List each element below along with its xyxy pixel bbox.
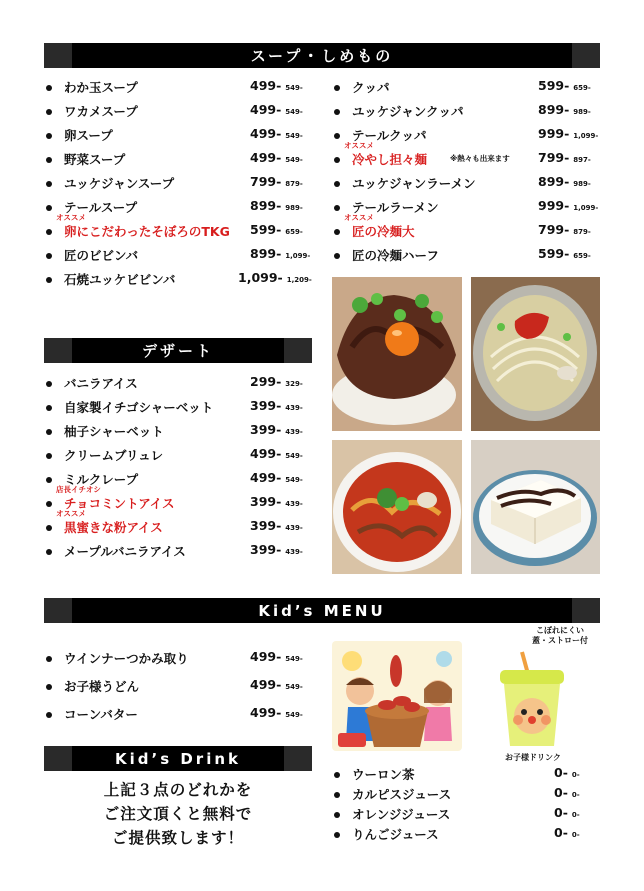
bullet-icon [46, 429, 52, 435]
price-value: 599- [538, 78, 570, 93]
menu-item [332, 213, 602, 248]
menu-item [44, 448, 314, 472]
menu-item-price [250, 222, 303, 237]
menu-item-price [538, 78, 591, 93]
price-value: 0- [554, 765, 568, 780]
bullet-icon [46, 109, 52, 115]
menu-item-name: ユッケジャンクッパ [352, 104, 464, 119]
price-value: 499- [250, 150, 282, 165]
tax-included-price: 549- [285, 683, 303, 691]
bullet-icon [334, 181, 340, 187]
price-value: 0- [554, 785, 568, 800]
menu-item [44, 152, 314, 176]
menu-item-name: 石焼ユッケビビンバ [64, 272, 176, 287]
price-value: 499- [250, 677, 282, 692]
bullet-icon [334, 772, 340, 778]
bullet-icon [334, 792, 340, 798]
recommend-label: オススメ [344, 213, 374, 222]
tax-included-price: 897- [573, 156, 591, 164]
menu-item-price [554, 785, 580, 800]
tax-included-price: 549- [285, 108, 303, 116]
menu-item-price [538, 174, 591, 189]
menu-item-name: テールクッパ [352, 128, 427, 143]
menu-item [44, 213, 314, 248]
menu-item-price [250, 246, 310, 261]
bullet-icon [46, 381, 52, 387]
tax-included-price: 1,099- [573, 132, 599, 140]
menu-item-name: テールラーメン [352, 200, 439, 215]
menu-item [44, 104, 314, 128]
price-value: 799- [538, 150, 570, 165]
dessert-menu-list [44, 376, 314, 568]
menu-item-price [250, 150, 303, 165]
soup-menu-list-left [44, 80, 314, 296]
dessert-section-header [44, 338, 312, 363]
sausage-grab-illustration [332, 641, 462, 751]
price-value: 399- [250, 542, 282, 557]
tax-included-price: 0- [571, 791, 580, 799]
price-value: 499- [250, 649, 282, 664]
menu-item-name: ミルクレープ [64, 472, 139, 487]
menu-item-price [250, 494, 303, 509]
tax-included-price: 549- [285, 711, 303, 719]
tax-included-price: 549- [285, 84, 303, 92]
price-value: 899- [250, 246, 282, 261]
price-value: 499- [250, 470, 282, 485]
menu-item-price [250, 102, 303, 117]
tax-included-price: 1,209- [286, 276, 312, 284]
bullet-icon [46, 253, 52, 259]
menu-item-name: 自家製イチゴシャーベット [64, 400, 214, 415]
kids-message-line-3: ご提供致します！ [111, 829, 244, 847]
price-value: 999- [538, 126, 570, 141]
recommend-label: オススメ [56, 509, 86, 518]
bullet-icon [46, 453, 52, 459]
menu-item-name: ユッケジャンラーメン [352, 176, 476, 191]
menu-item [332, 248, 602, 272]
cup-note-line-1: こぼれにくい [536, 626, 584, 635]
menu-item-note: ※熱々も出来ます [450, 154, 510, 163]
bullet-icon [46, 157, 52, 163]
price-value: 499- [250, 78, 282, 93]
menu-item [332, 767, 602, 787]
price-value: 599- [250, 222, 282, 237]
bullet-icon [334, 85, 340, 91]
menu-item-name: ワカメスープ [64, 104, 138, 119]
price-value: 399- [250, 398, 282, 413]
menu-item-price [554, 825, 580, 840]
menu-item-price [250, 518, 303, 533]
menu-item [44, 128, 314, 152]
kids-message-line-2: ご注文頂くと無料で [103, 805, 253, 823]
tax-included-price: 439- [285, 548, 303, 556]
bullet-icon [46, 277, 52, 283]
cup-note-line-2: 蓋・ストロー付 [532, 636, 588, 645]
bullet-icon [46, 133, 52, 139]
bullet-icon [46, 712, 52, 718]
menu-item-name: チョコミントアイス [64, 496, 175, 511]
menu-item-name: 黒蜜きな粉アイス [64, 520, 163, 535]
kids-drink-section-header [44, 746, 312, 771]
menu-item-price [554, 805, 580, 820]
bullet-icon [46, 549, 52, 555]
menu-item-price [250, 470, 303, 485]
bullet-icon [46, 205, 52, 211]
recommend-label: オススメ [56, 213, 86, 222]
bullet-icon [46, 85, 52, 91]
menu-item-price [250, 446, 303, 461]
menu-item [44, 376, 314, 400]
bullet-icon [46, 405, 52, 411]
menu-item [44, 424, 314, 448]
kids-message-line-1: 上記３点のどれかを [103, 781, 253, 799]
tax-included-price: 549- [285, 156, 303, 164]
tax-included-price: 439- [285, 500, 303, 508]
tax-included-price: 0- [571, 771, 580, 779]
kids-cup-photo [482, 650, 582, 750]
menu-item-name: 卵にこだわったそぼろのTKG [64, 224, 230, 239]
menu-item-name: わか玉スープ [64, 80, 138, 95]
bullet-icon [334, 157, 340, 163]
menu-item [44, 80, 314, 104]
soup-section-title: スープ・しめもの [250, 47, 394, 65]
kids-menu-list [44, 651, 314, 735]
tax-included-price: 0- [571, 831, 580, 839]
cup-caption: お子様ドリンク [505, 753, 561, 762]
menu-item [44, 248, 314, 272]
price-value: 399- [250, 422, 282, 437]
tax-included-price: 0- [571, 811, 580, 819]
bullet-icon [334, 133, 340, 139]
price-value: 999- [538, 198, 570, 213]
menu-item-name: ウインナーつかみ取り [64, 651, 189, 666]
menu-item-name: バニラアイス [64, 376, 138, 391]
tax-included-price: 549- [285, 476, 303, 484]
yukgaejang-ramen-photo [332, 440, 462, 574]
menu-item-price [250, 78, 303, 93]
menu-item [44, 272, 314, 296]
kids-drink-section-title: Kid’s Drink [115, 749, 241, 768]
menu-item-price [250, 126, 303, 141]
bullet-icon [334, 812, 340, 818]
bullet-icon [46, 684, 52, 690]
menu-item [332, 176, 602, 200]
bullet-icon [334, 205, 340, 211]
menu-item-name: 卵スープ [64, 128, 113, 143]
menu-item-price [250, 374, 303, 389]
price-value: 499- [250, 446, 282, 461]
menu-item-name: 冷やし担々麺 [352, 152, 428, 167]
menu-item-price [250, 422, 303, 437]
price-value: 299- [250, 374, 282, 389]
menu-item-name: 野菜スープ [64, 152, 126, 167]
menu-item [44, 679, 314, 707]
price-value: 499- [250, 126, 282, 141]
menu-item [44, 544, 314, 568]
menu-item-price [554, 765, 580, 780]
bullet-icon [334, 109, 340, 115]
menu-item [44, 400, 314, 424]
price-value: 0- [554, 825, 568, 840]
menu-item-name: テールスープ [64, 200, 138, 215]
tax-included-price: 1,099- [573, 204, 599, 212]
menu-item-price [250, 649, 303, 664]
menu-item-name: お子様うどん [64, 679, 140, 694]
tax-included-price: 659- [573, 252, 591, 260]
kids-menu-section-title: Kid’s MENU [258, 601, 386, 620]
menu-item-price [538, 102, 591, 117]
menu-item [332, 80, 602, 104]
price-value: 599- [538, 246, 570, 261]
kids-drink-message [44, 778, 312, 850]
recommend-label: オススメ [344, 141, 374, 150]
menu-item [332, 104, 602, 128]
menu-item-name: クッパ [352, 80, 390, 95]
bullet-icon [46, 477, 52, 483]
price-value: 499- [250, 705, 282, 720]
price-value: 899- [538, 174, 570, 189]
price-value: 799- [250, 174, 282, 189]
mille-crepe-photo [471, 440, 600, 574]
tax-included-price: 439- [285, 404, 303, 412]
tax-included-price: 989- [573, 108, 591, 116]
menu-item-name: 柚子シャーベット [64, 424, 164, 439]
price-value: 399- [250, 494, 282, 509]
tax-included-price: 329- [285, 380, 303, 388]
soboro-tkg-photo [332, 277, 462, 431]
menu-item [332, 787, 602, 807]
tax-included-price: 439- [285, 428, 303, 436]
menu-item [332, 807, 602, 827]
recommend-label: 店長イチオシ [56, 485, 101, 494]
bullet-icon [46, 525, 52, 531]
menu-item [44, 176, 314, 200]
price-value: 0- [554, 805, 568, 820]
soup-section-header [44, 43, 600, 68]
menu-item-price [238, 270, 312, 285]
bullet-icon [334, 253, 340, 259]
menu-item-price [250, 398, 303, 413]
price-value: 499- [250, 102, 282, 117]
menu-item-name: 匠のビビンバ [64, 248, 139, 263]
menu-item [44, 509, 314, 544]
menu-item-price [250, 677, 303, 692]
bullet-icon [46, 656, 52, 662]
tax-included-price: 879- [573, 228, 591, 236]
bullet-icon [334, 832, 340, 838]
menu-item-name: メープルバニラアイス [64, 544, 186, 559]
bullet-icon [46, 501, 52, 507]
menu-item [332, 141, 602, 176]
price-value: 1,099- [238, 270, 283, 285]
menu-item-price [250, 542, 303, 557]
tax-included-price: 549- [285, 655, 303, 663]
menu-item-price [538, 222, 591, 237]
menu-item-price [250, 198, 303, 213]
tax-included-price: 1,099- [285, 252, 311, 260]
menu-item-name: オレンジジュース [352, 807, 451, 822]
cup-note [532, 626, 588, 646]
bullet-icon [46, 181, 52, 187]
menu-item-price [538, 126, 598, 141]
menu-item [332, 827, 602, 847]
menu-item-name: クリームブリュレ [64, 448, 164, 463]
tax-included-price: 659- [285, 228, 303, 236]
tax-included-price: 549- [285, 452, 303, 460]
bullet-icon [334, 229, 340, 235]
price-value: 899- [250, 198, 282, 213]
menu-item-price [250, 174, 303, 189]
kids-menu-section-header [44, 598, 600, 623]
tax-included-price: 989- [573, 180, 591, 188]
menu-item-name: 匠の冷麺大 [352, 224, 415, 239]
bullet-icon [46, 229, 52, 235]
tax-included-price: 659- [573, 84, 591, 92]
soup-menu-list-right [332, 80, 602, 272]
menu-item-name: ユッケジャンスープ [64, 176, 175, 191]
menu-item-price [538, 246, 591, 261]
kids-drink-list [332, 767, 602, 847]
menu-item-price [250, 705, 303, 720]
menu-item-price [538, 150, 591, 165]
menu-item-name: 匠の冷麺ハーフ [352, 248, 439, 263]
price-value: 899- [538, 102, 570, 117]
menu-item-name: カルピスジュース [352, 787, 452, 802]
tax-included-price: 989- [285, 204, 303, 212]
price-value: 399- [250, 518, 282, 533]
cold-noodle-photo [471, 277, 600, 431]
menu-item [44, 651, 314, 679]
menu-item-name: コーンバター [64, 707, 138, 722]
tax-included-price: 879- [285, 180, 303, 188]
tax-included-price: 439- [285, 524, 303, 532]
menu-item [44, 707, 314, 735]
tax-included-price: 549- [285, 132, 303, 140]
dessert-section-title: デザート [141, 342, 214, 360]
menu-item-name: りんごジュース [352, 827, 439, 842]
price-value: 799- [538, 222, 570, 237]
menu-item-price [538, 198, 598, 213]
menu-item-name: ウーロン茶 [352, 767, 415, 782]
